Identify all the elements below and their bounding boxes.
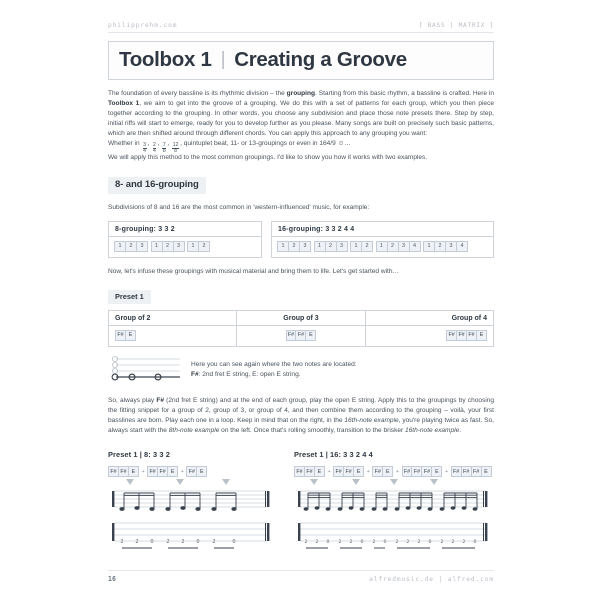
mini-tab-staff-icon [108,356,182,387]
fraction-numerator: 12 [172,142,179,149]
example-16th-title: Preset 1 | 16: 3 3 2 4 4 [294,449,373,459]
note-cell: F# [462,467,472,477]
beat-cell: 1 [114,241,126,253]
intro-term-toolbox: Toolbox 1 [108,100,140,108]
svg-text:0: 0 [232,539,236,546]
time-signature-3-4 [143,143,147,152]
cell-group [314,241,347,253]
note-cell: F# [116,331,126,341]
time-signature-lead: Whether in [108,140,142,148]
grouping-tables [108,221,494,258]
fraction-numerator: 3 [143,142,147,149]
preset-column-heading: Group of 4 [366,311,493,326]
svg-text:2: 2 [181,539,185,546]
plus-sign: + [395,468,399,475]
note-cell: F# [187,467,197,477]
explanation-e: , you're playing twice as fast. So, always start with the [108,416,494,434]
note-fsharp-label: F# [191,370,199,378]
beat-cell: 3 [445,241,457,253]
note-cell: F# [412,467,422,477]
svg-text:2: 2 [462,540,466,546]
beat-cell: 1 [423,241,435,253]
note-chip [402,466,443,478]
cell-group [151,241,184,253]
cell-group [114,241,147,253]
beat-cell: 2 [361,241,373,253]
note-chip [372,466,393,478]
note-cell: F# [403,467,413,477]
examples-row [108,450,494,559]
fraction-numerator: 2 [153,142,156,149]
page-title-subtitle: Creating a Groove [234,48,407,71]
beat-cell: 3 [398,241,410,253]
svg-text:0: 0 [473,540,477,546]
note-cell: E [309,332,313,339]
note-cell: F# [287,331,297,341]
svg-text:2: 2 [120,539,124,546]
cell-group [423,241,467,253]
explanation-a: So, always play [108,396,157,404]
svg-text:0: 0 [150,539,154,546]
explanation-g: on the left. Once that's rolling smoothly, transition to the brisker [219,426,405,434]
beat-cell: 1 [350,241,362,253]
intro-text-e: , we aim to get into the groove of a grouping. We do this with a set of patterns for each group, which you then piece together according to the grouping. In other words, you choose any subdivision and place those note presets there. Step by step, initial riffs will start to emerge, ready for you to develop further as you please. Many songs are built on precisely such basic patterns, which are then shifted around through different chords. You can apply this approach to any grouping you want: [108,100,494,138]
beat-cell: 1 [376,241,388,253]
preset-column-body [109,326,236,346]
intro-paragraph [108,89,494,139]
note-cell: F# [148,467,158,477]
note-cell: E [484,468,488,475]
beat-cell: 2 [198,241,210,253]
beat-cell: 3 [173,241,185,253]
page-title [119,48,483,72]
svg-text:2: 2 [212,539,216,546]
grouping-card-16-body [272,237,493,257]
beat-cell: 4 [409,241,421,253]
svg-text:0: 0 [360,540,364,546]
note-chip [333,466,364,478]
note-cell: F# [296,331,306,341]
beat-cell: 2 [434,241,446,253]
score-svg-16th [294,479,494,553]
page-number: 16 [108,575,116,583]
note-cell: E [317,468,322,475]
svg-text:2: 2 [406,540,410,546]
beat-cell: 1 [151,241,163,253]
note-cell: E [170,468,175,475]
note-cell: E [131,468,136,475]
cell-group [376,241,420,253]
note-cell: E [356,468,361,475]
beat-cell: 3 [136,241,148,253]
svg-text:2: 2 [349,540,353,546]
page-title-box [108,41,494,80]
beat-cell: 2 [325,241,337,253]
beat-cell: 4 [456,241,468,253]
svg-text:0: 0 [326,540,330,546]
note-chip [147,466,178,478]
explanation-i: . [459,426,462,434]
note-cell: F# [119,467,129,477]
svg-text:2: 2 [315,540,319,546]
explanation-italic-8th: 8th-note example [168,426,220,434]
svg-text:2: 2 [166,539,170,546]
note-chip [115,330,136,342]
time-signature-paragraph: Whether in $\frac{3}{4}$ , $\frac{2}{4}$ , $\frac{7}{8}$ , $\frac{12}{8}$ , quintuplet beat, 11- or 13-groupings or even in 164/9 ☺… [108,140,351,154]
note-location-text [191,356,357,380]
explanation-italic-16th-2: 16th-note example [404,426,460,434]
explanation-c: (2nd fret E string) and at the end of each group, play the open E string. Apply this to the groupings by choosing the fitting snippet for a group of 2, group of 3, or group of 4, and then combine them according to the grouping – voilà, your first basslines are born. Play each one in a loop. Keep in mind that on the right, in the [108,396,494,424]
beat-cell: 2 [125,241,137,253]
tab-staff-svg [108,356,182,382]
example-8th-score [108,479,278,558]
running-head [108,22,494,33]
svg-text:2: 2 [417,540,421,546]
plus-sign: + [180,468,184,475]
note-chip [108,466,139,478]
grouping-card-16 [271,221,494,258]
page-content [108,22,494,558]
transition-paragraph: Now, let's infuse these groupings with musical material and bring them to life. Let's get started with… [108,267,400,275]
time-signature-tail: , quintuplet beat, 11- or 13-groupings or even in 164/9 ☺… [180,140,351,148]
svg-text:0: 0 [383,540,387,546]
beat-cell: 2 [387,241,399,253]
preset-column-group-of-4 [366,311,493,346]
note-cell: F# [334,467,344,477]
svg-text:2: 2 [135,539,139,546]
note-chip [286,330,317,342]
intro-term-grouping: grouping [286,90,316,97]
note-cell: E [128,332,133,339]
preset-column-heading: Group of 2 [109,311,236,326]
note-chip [294,466,325,478]
preset-column-heading: Group of 3 [237,311,364,326]
fraction-numerator: 7 [162,142,166,149]
score-svg-8th [108,479,278,553]
svg-text:0: 0 [428,540,432,546]
svg-text:2: 2 [304,540,308,546]
tab-fret-numbers [305,539,477,545]
fraction-denominator: 4 [143,147,147,154]
beat-cell: 2 [162,241,174,253]
grouping-cells-8 [114,241,209,253]
beat-cell: 3 [336,241,348,253]
note-cell: F# [457,331,467,341]
preset-column-group-of-2 [109,311,237,346]
grouping-card-8 [108,221,262,258]
note-location-row [108,356,494,387]
note-chip [446,330,487,342]
example-16th-chips [294,466,494,478]
fraction-denominator: 8 [162,147,166,154]
beat-cell: 1 [277,241,289,253]
preset-1-label: Preset 1 [108,290,151,305]
note-cell: F# [467,331,477,341]
cell-group [277,241,310,253]
example-8th-note [108,450,278,559]
note-chip [186,466,207,478]
beat-cell: 1 [314,241,326,253]
note-cell: F# [422,467,432,477]
note-cell: F# [447,331,457,341]
note-location-line-1: Here you can see again where the two notes are located: [191,360,357,368]
preset-column-body [366,326,493,346]
example-8th-title: Preset 1 | 8: 3 3 2 [108,449,170,459]
explanation-italic-16th-1: 16th-note example [344,416,399,424]
svg-text:2: 2 [451,540,455,546]
beat-cell: 3 [299,241,311,253]
page-title-separator: | [220,49,226,70]
section-lead-paragraph: Subdivisions of 8 and 16 are the most common in 'western-influenced' music, for example: [108,203,370,211]
cell-group [187,241,209,253]
intro-text-a: The foundation of every bassline is its rhythmic division – the [108,90,287,97]
svg-text:2: 2 [395,540,399,546]
example-16th-note [294,450,494,559]
note-chip [451,466,492,478]
preset-column-body [237,326,364,346]
note-cell: E [386,468,390,475]
beat-cell: 1 [187,241,199,253]
note-cell: F# [452,467,462,477]
tab-fret-numbers [120,539,235,545]
section-heading-8-and-16: 8- and 16-grouping [108,177,206,194]
note-cell: F# [305,467,315,477]
note-location-line-2 [191,370,357,380]
note-cell: E [479,332,484,339]
note-cell: F# [373,467,383,477]
grouping-cells-16 [277,241,467,253]
method-paragraph: We will apply this method to the most common groupings. I'd like to show you how it works with two examples. [108,153,428,161]
svg-text:0: 0 [196,539,200,546]
footer-imprint: alfredmusic.de | alfred.com [369,576,494,583]
fraction-denominator: 8 [174,147,177,154]
explanation-paragraph [108,396,494,436]
running-head-series: [ BASS | MATRIX ] [418,22,494,29]
note-cell: F# [158,467,168,477]
plus-sign: + [366,468,370,475]
note-cell: F# [295,467,305,477]
note-cell: E [200,468,204,475]
svg-text:2: 2 [338,540,342,546]
explanation-fsharp: F# [156,396,164,404]
time-signature-2-4 [153,143,157,152]
svg-text:2: 2 [372,540,376,546]
example-16th-score [294,479,494,558]
note-location-line-2-tail: : 2nd fret E string, E: open E string. [198,370,301,378]
grouping-card-8-title: 8-grouping: 3 3 2 [109,222,261,237]
preset-groups-table [108,310,494,347]
note-cell: F# [109,467,119,477]
beat-cell: 2 [288,241,300,253]
note-cell: F# [472,467,482,477]
grouping-card-8-body [109,237,261,257]
plus-sign: + [141,468,145,475]
intro-text-c: . Starting from this basic rhythm, a bassline is crafted. Here in [315,90,494,97]
time-signature-12-8 [172,143,179,152]
accent-arrows-icon [126,479,230,485]
plus-sign: + [444,468,449,475]
page-footer [108,570,494,583]
page-title-main: Toolbox 1 [119,48,212,71]
accent-arrows-icon [310,479,438,485]
note-cell: E [435,468,439,475]
note-cell: F# [344,467,354,477]
time-signature-7-8 [162,143,166,152]
example-8th-chips [108,466,278,478]
grouping-card-16-title: 16-grouping: 3 3 2 4 4 [272,222,493,237]
svg-text:2: 2 [440,540,444,546]
preset-column-group-of-3 [237,311,365,346]
cell-group [350,241,372,253]
fraction-denominator: 4 [153,147,156,154]
plus-sign: + [327,468,331,475]
running-head-site: philipprehm.com [108,22,178,29]
